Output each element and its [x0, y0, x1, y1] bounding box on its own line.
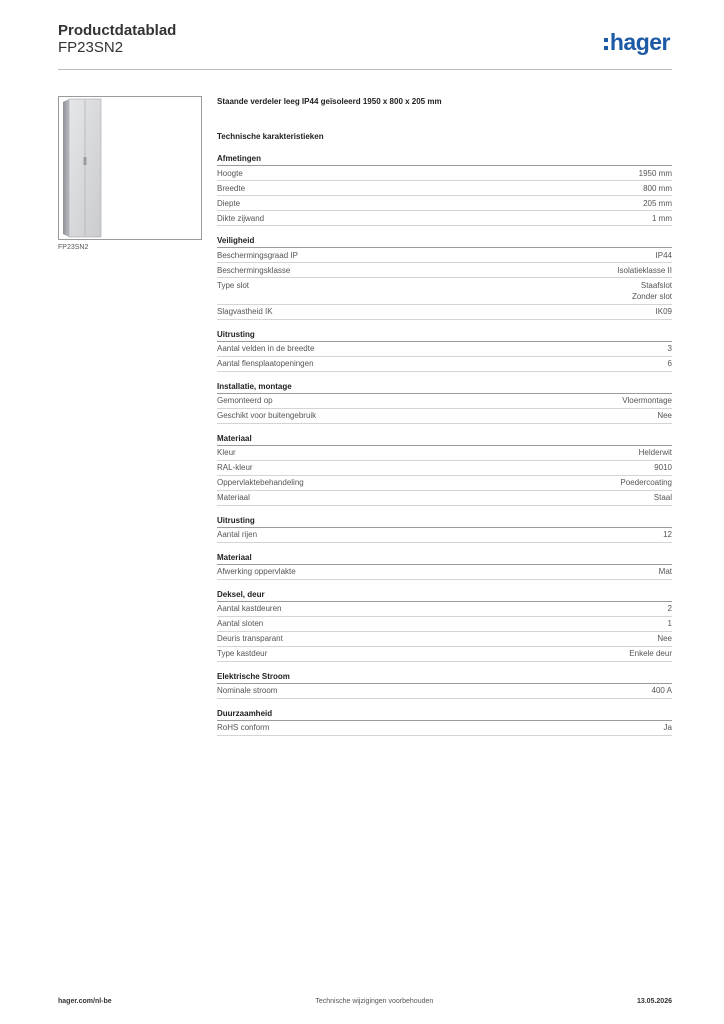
spec-value-line: Enkele deur: [629, 649, 672, 658]
spec-value-line: Ja: [663, 723, 672, 732]
spec-row: [217, 721, 672, 736]
spec-value-line: IK09: [655, 307, 672, 316]
cabinet-illustration: [59, 97, 201, 239]
spec-value-line: 400 A: [651, 686, 672, 695]
spec-label: Aantal sloten: [217, 619, 264, 628]
spec-group: [217, 329, 672, 372]
footer-website[interactable]: hager.com/nl-be: [58, 998, 112, 1005]
spec-label: RAL-kleur: [217, 463, 253, 472]
spec-value-line: 2: [667, 604, 672, 613]
spec-row: [217, 632, 672, 647]
group-title: Duurzaamheid: [217, 708, 672, 721]
spec-value: [668, 618, 672, 630]
spec-value-line: 800 mm: [643, 183, 672, 193]
spec-value-line: 205 mm: [643, 198, 672, 208]
footer-disclaimer: Technische wijzigingen voorbehouden: [315, 998, 434, 1005]
spec-group: [217, 671, 672, 699]
spec-value: [656, 306, 672, 318]
spec-group: [217, 235, 672, 320]
spec-row: [217, 196, 672, 211]
spec-row: [217, 617, 672, 632]
spec-label: Geschikt voor buitengebruik: [217, 411, 317, 420]
group-title: Materiaal: [217, 433, 672, 446]
spec-value-line: Nee: [657, 411, 672, 420]
spec-value-line: Helderwit: [638, 448, 672, 457]
spec-value: [629, 648, 672, 660]
spec-label: Aantal velden in de breedte: [217, 344, 315, 353]
spec-label: Diepte: [217, 198, 241, 208]
spec-value: [639, 447, 672, 459]
spec-group: [217, 552, 672, 580]
product-image: [58, 96, 202, 240]
spec-value: [620, 477, 672, 489]
product-code: FP23SN2: [58, 39, 124, 56]
spec-label: Aantal kastdeuren: [217, 604, 282, 613]
spec-value-line: Vloermontage: [622, 396, 672, 405]
document-title: Productdatablad: [58, 22, 177, 39]
logo-text: hager: [609, 29, 670, 55]
section-title: Technische karakteristieken: [217, 132, 324, 141]
spec-label: Gemonteerd op: [217, 396, 273, 405]
spec-row: [217, 305, 672, 320]
spec-label: Type kastdeur: [217, 649, 268, 658]
group-title: Uitrusting: [217, 329, 672, 342]
spec-value: [657, 633, 672, 645]
spec-value: [664, 722, 672, 734]
spec-value: [668, 358, 672, 370]
spec-value: [652, 213, 672, 225]
hager-logo: [604, 29, 670, 55]
spec-value: [643, 183, 672, 195]
spec-value: [652, 685, 672, 697]
spec-row: [217, 166, 672, 181]
group-title: Materiaal: [217, 552, 672, 565]
spec-group: [217, 433, 672, 506]
spec-value: [663, 529, 672, 541]
product-description: Staande verdeler leeg IP44 geïsoleerd 1950 x 800 x 205 mm: [217, 97, 442, 106]
spec-row: [217, 394, 672, 409]
spec-row: [217, 181, 672, 196]
spec-group: [217, 153, 672, 226]
footer-date: 13.05.2026: [636, 998, 672, 1005]
spec-value-line: Staafslot: [640, 280, 672, 290]
spec-label: Deuris transparant: [217, 634, 283, 643]
spec-value-line: 9010: [654, 463, 672, 472]
spec-value-line: Staal: [653, 493, 672, 502]
logo-dots-icon: [604, 38, 608, 50]
spec-group: [217, 589, 672, 662]
spec-value-line: 1950 mm: [638, 168, 672, 178]
spec-row: [217, 446, 672, 461]
spec-value-line: Nee: [657, 634, 672, 643]
spec-row: [217, 476, 672, 491]
spec-label: Hoogte: [217, 168, 243, 178]
spec-value: [617, 265, 672, 277]
spec-value-line: 1 mm: [652, 213, 672, 223]
spec-value-line: 6: [667, 359, 672, 368]
spec-label: Kleur: [217, 448, 236, 457]
group-title: Uitrusting: [217, 515, 672, 528]
spec-value: [639, 168, 672, 180]
group-title: Veiligheid: [217, 235, 672, 248]
spec-row: [217, 491, 672, 506]
spec-value: [668, 343, 672, 355]
spec-value: [632, 280, 672, 303]
group-title: Installatie, montage: [217, 381, 672, 394]
spec-label: Afwerking oppervlakte: [217, 567, 296, 576]
spec-value: [656, 250, 672, 262]
page-footer: [58, 998, 672, 1005]
spec-value-line: Isolatieklasse II: [617, 265, 672, 275]
spec-label: Oppervlaktebehandeling: [217, 478, 304, 487]
spec-value-line: 1: [667, 619, 672, 628]
spec-row: [217, 684, 672, 699]
spec-value: [654, 492, 672, 504]
spec-groups: [217, 153, 672, 736]
spec-value-line: Mat: [658, 567, 672, 576]
spec-row: [217, 528, 672, 543]
spec-label: Aantal flensplaatopeningen: [217, 359, 314, 368]
spec-row: [217, 278, 672, 305]
spec-label: Beschermingsgraad IP: [217, 250, 298, 260]
spec-value: [643, 198, 672, 210]
spec-label: Aantal rijen: [217, 530, 258, 539]
spec-value-line: Poedercoating: [620, 478, 672, 487]
page-header: [58, 22, 672, 70]
spec-value-line: Zonder slot: [631, 292, 672, 301]
spec-value-line: 3: [667, 344, 672, 353]
spec-value: [622, 395, 672, 407]
spec-label: Nominale stroom: [217, 686, 278, 695]
spec-group: [217, 381, 672, 424]
spec-group: [217, 708, 672, 736]
spec-row: [217, 461, 672, 476]
spec-row: [217, 248, 672, 263]
group-title: Elektrische Stroom: [217, 671, 672, 684]
spec-value-line: IP44: [655, 250, 672, 260]
spec-label: Dikte zijwand: [217, 213, 265, 223]
spec-label: RoHS conform: [217, 723, 270, 732]
group-title: Afmetingen: [217, 153, 672, 166]
spec-row: [217, 647, 672, 662]
spec-row: [217, 263, 672, 278]
spec-value: [668, 603, 672, 615]
spec-label: Slagvastheid IK: [217, 307, 273, 316]
image-caption: FP23SN2: [58, 244, 89, 251]
group-title: Deksel, deur: [217, 589, 672, 602]
spec-row: [217, 357, 672, 372]
spec-row: [217, 565, 672, 580]
spec-label: Materiaal: [217, 493, 250, 502]
spec-row: [217, 602, 672, 617]
spec-group: [217, 515, 672, 543]
spec-row: [217, 342, 672, 357]
spec-value: [659, 566, 672, 578]
spec-row: [217, 409, 672, 424]
spec-content: [217, 96, 672, 745]
spec-row: [217, 211, 672, 226]
spec-label: Type slot: [217, 280, 250, 290]
spec-value: [654, 462, 672, 474]
spec-label: Breedte: [217, 183, 246, 193]
spec-label: Beschermingsklasse: [217, 265, 291, 275]
spec-value: [657, 410, 672, 422]
spec-value-line: 12: [663, 530, 672, 539]
